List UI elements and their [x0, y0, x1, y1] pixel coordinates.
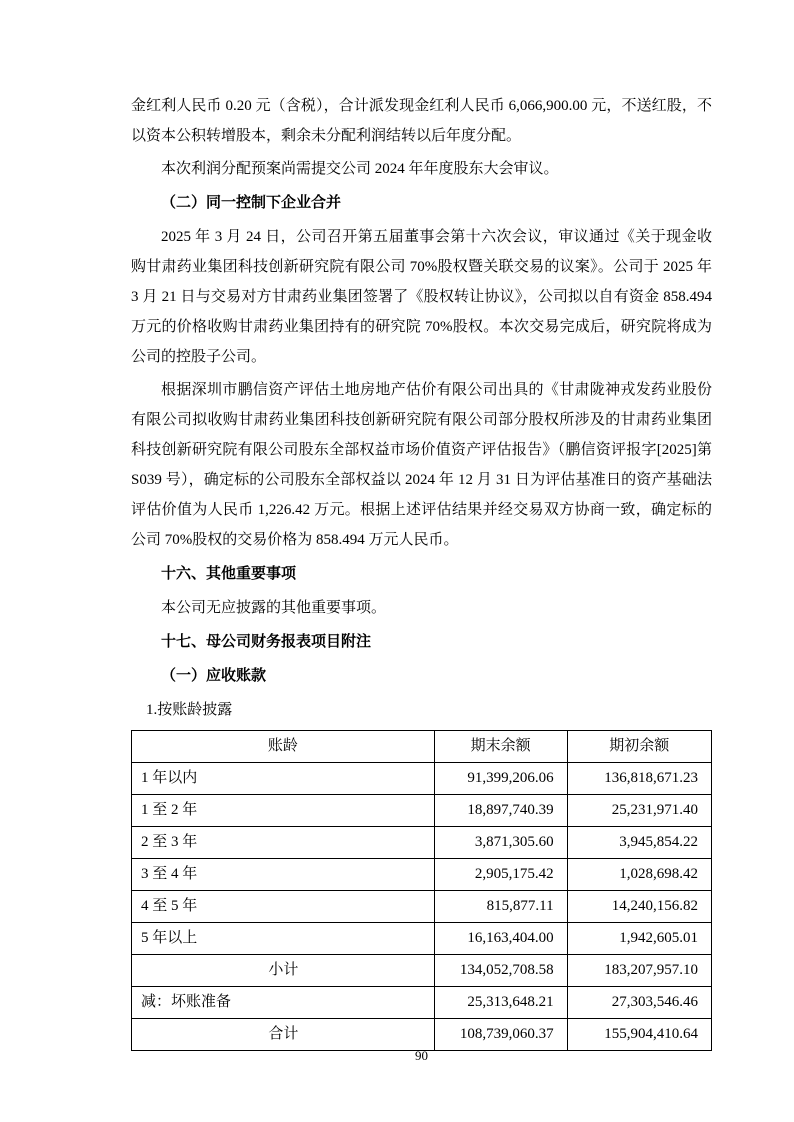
aging-label: 2 至 3 年: [132, 827, 435, 859]
ending-balance-value: 134,052,708.58: [434, 955, 567, 987]
aging-label: 5 年以上: [132, 923, 435, 955]
table-row: [132, 859, 712, 891]
table-row-bad-debt-provision: [132, 987, 712, 1019]
heading-same-control-merger: （二）同一控制下企业合并: [161, 195, 342, 211]
ending-balance-value: 815,877.11: [434, 891, 567, 923]
ending-balance-value: 2,905,175.42: [434, 859, 567, 891]
ending-balance-value: 3,871,305.60: [434, 827, 567, 859]
table-row-subtotal: [132, 955, 712, 987]
beginning-balance-value: 155,904,410.64: [567, 1019, 711, 1051]
aging-label: 减：坏账准备: [132, 987, 435, 1019]
beginning-balance-value: 136,818,671.23: [567, 763, 711, 795]
table-header-row: [132, 731, 712, 763]
table-row: [132, 923, 712, 955]
aging-label: 小计: [132, 955, 435, 987]
beginning-balance-value: 14,240,156.82: [567, 891, 711, 923]
beginning-balance-value: 1,028,698.42: [567, 859, 711, 891]
column-header-ending-balance: 期末余额: [434, 731, 567, 763]
aging-label: 1 至 2 年: [132, 795, 435, 827]
ending-balance-value: 18,897,740.39: [434, 795, 567, 827]
aging-label: 合计: [132, 1019, 435, 1051]
heading-parent-company-notes: 十七、母公司财务报表项目附注: [161, 634, 372, 650]
beginning-balance-value: 183,207,957.10: [567, 955, 711, 987]
column-header-beginning-balance: 期初余额: [567, 731, 711, 763]
column-header-aging: 账龄: [132, 731, 435, 763]
paragraph-aging-disclosure: 1.按账龄披露: [146, 702, 233, 718]
paragraph-appraisal-report: 根据深圳市鹏信资产评估土地房地产估价有限公司出具的《甘肃陇神戎发药业股份有限公司拟收购甘肃药业集团科技创新研究院有限公司部分股权所涉及的甘肃药业集团科技创新研究院有限公司股东全部权益市场价值资产评估报告》（鹏信资评报字[2025]第 S039 号），确定标的公司股东全部权益以 2024 年 12 月 31 日为评估基准日的资产基础法评估价值为人民币 1,226.42 万元。根据上述评估结果并经交易双方协商一致，确定标的公司 70%股权的交易价格为 858.494 万元人民币。: [131, 382, 712, 548]
beginning-balance-value: 25,231,971.40: [567, 795, 711, 827]
ending-balance-value: 25,313,648.21: [434, 987, 567, 1019]
paragraph-board-meeting: 2025 年 3 月 24 日，公司召开第五届董事会第十六次会议，审议通过《关于现金收购甘肃药业集团科技创新研究院有限公司 70%股权暨关联交易的议案》。公司于 2025 年 3 月 21 日与交易对方甘肃药业集团签署了《股权转让协议》，公司拟以自有资金 858.494 万元的价格收购甘肃药业集团持有的研究院 70%股权。本次交易完成后，研究院将成为公司的控股子公司。: [131, 229, 712, 365]
ending-balance-value: 108,739,060.37: [434, 1019, 567, 1051]
aging-label: 1 年以内: [132, 763, 435, 795]
ending-balance-value: 16,163,404.00: [434, 923, 567, 955]
aging-label: 4 至 5 年: [132, 891, 435, 923]
heading-accounts-receivable: （一）应收账款: [161, 668, 267, 684]
paragraph-profit-plan: 本次利润分配预案尚需提交公司 2024 年年度股东大会审议。: [161, 161, 559, 177]
heading-other-important-matters: 十六、其他重要事项: [161, 566, 297, 582]
aging-label: 3 至 4 年: [132, 859, 435, 891]
ending-balance-value: 91,399,206.06: [434, 763, 567, 795]
table-row: [132, 763, 712, 795]
page-number: 90: [415, 1048, 428, 1063]
table-row: [132, 795, 712, 827]
beginning-balance-value: 1,942,605.01: [567, 923, 711, 955]
beginning-balance-value: 27,303,546.46: [567, 987, 711, 1019]
receivables-aging-table: [131, 730, 712, 1051]
table-row: [132, 891, 712, 923]
beginning-balance-value: 3,945,854.22: [567, 827, 711, 859]
table-row: [132, 827, 712, 859]
paragraph-no-other-matters: 本公司无应披露的其他重要事项。: [161, 600, 387, 616]
paragraph-dividend-continuation: 金红利人民币 0.20 元（含税），合计派发现金红利人民币 6,066,900.00 元，不送红股，不以资本公积转增股本，剩余未分配利润结转以后年度分配。: [131, 98, 712, 144]
table-row-total: [132, 1019, 712, 1051]
